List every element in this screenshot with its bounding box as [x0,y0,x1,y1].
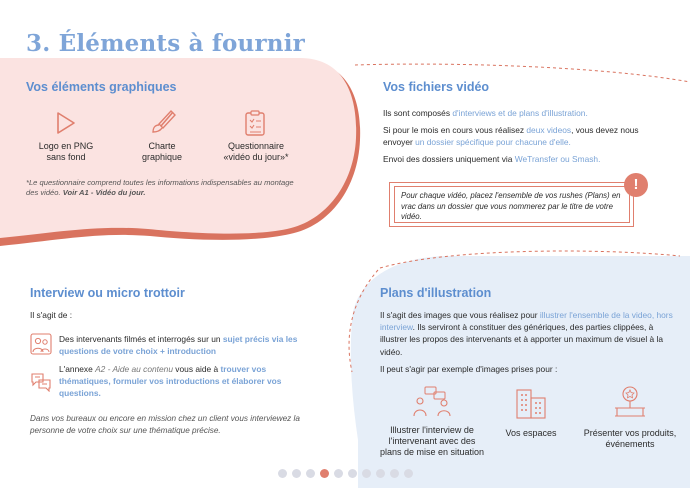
interview-heading: Interview ou micro trottoir [30,286,185,300]
award-icon [613,384,647,420]
graphics-note: *Le questionnaire comprend toutes les informations indispensables au montage des vidéo. Voir A1 - Vidéo du jour. [26,178,294,197]
pagination-dot[interactable] [278,469,287,478]
play-icon [52,110,78,136]
chat-bubbles-icon [30,372,52,392]
graphics-item-charte: Charte graphique [141,141,183,162]
interview-bullet-1: Des intervenants filmés et interrogés sur un sujet précis via les questions de votre choix + introduction [59,334,298,356]
pagination [278,469,413,478]
pagination-dot[interactable] [362,469,371,478]
page-title: 3. Éléments à fournir [26,30,305,57]
interview-bullet-2: L'annexe A2 - Aide au contenu vous aide à trouver vos thématiques, formuler vos introductions et élaborer vos questions. [59,364,282,398]
interview-footer: Dans vos bureaux ou encore en mission chez un client vous interviewez la personne de votre choix sur une thématique précise. [30,414,300,435]
pagination-dot-active[interactable] [320,469,329,478]
graphics-heading: Vos éléments graphiques [26,80,177,94]
interviewees-icon [30,333,52,355]
graphics-item-logo: Logo en PNG sans fond [38,141,94,162]
video-callout: Pour chaque vidéo, placez l'ensemble de vos rushes (Plans) en vrac dans un dossier que vous nommerez par le titre de votre vidéo. [389,182,634,227]
pagination-dot[interactable] [376,469,385,478]
pagination-dot[interactable] [348,469,357,478]
plans-heading: Plans d'illustration [380,286,492,300]
plans-text: Il s'agit des images que vous réalisez pour illustrer l'ensemble de la video, hors interview. Ils serviront à constituer des génériques, des parties clippées, à illustrer les propos des intervenants et à apporter un maximum de visuel à la vidéo. Il peut s'agir par exemple d'images prises pour : [380,310,673,374]
plans-item-interview: Illustrer l'interview de l'intervenant avec des plans de mise en situation [379,425,485,457]
video-text: Ils sont composés d'interviews et de plans d'illustration. Si pour le mois en cours vous réalisez deux videos, vous devez nous envoyer un dossier spécifique pour chacune d'elle. Envoi des dossiers uniquement via WeTransfer ou Smash. [383,108,639,164]
pagination-dot[interactable] [404,469,413,478]
plans-item-produits: Présenter vos produits, événements [583,428,677,449]
pagination-dot[interactable] [292,469,301,478]
people-icon [410,386,454,418]
building-icon [515,386,547,420]
video-heading: Vos fichiers vidéo [383,80,490,94]
plans-item-espaces: Vos espaces [505,428,557,438]
graphics-item-questionnaire: Questionnaire «vidéo du jour»* [223,141,289,162]
alert-icon: ! [624,173,648,197]
brush-icon [149,109,177,137]
checklist-icon [243,109,267,137]
pagination-dot[interactable] [390,469,399,478]
pagination-dot[interactable] [334,469,343,478]
pagination-dot[interactable] [306,469,315,478]
interview-intro: Il s'agit de : [30,310,73,320]
